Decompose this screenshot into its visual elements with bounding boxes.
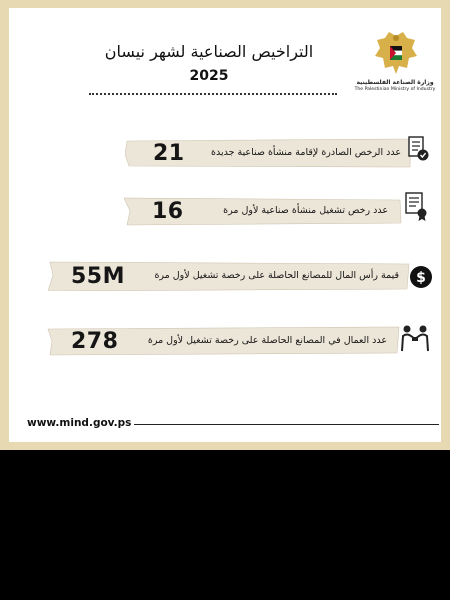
page-year: 2025	[189, 68, 229, 84]
stat-value: 16	[152, 199, 184, 224]
stat-label: عدد الرخص الصادرة لإقامة منشأة صناعية جديدة	[210, 147, 401, 158]
title-divider	[89, 93, 337, 95]
stat-value: 278	[71, 329, 119, 354]
footer-divider	[134, 424, 439, 425]
stat-label: عدد العمال في المصانع الحاصلة على رخصة تشغيل لأول مرة	[147, 335, 387, 346]
document-check-icon	[407, 136, 429, 162]
stat-operating-licenses	[124, 196, 402, 226]
stat-label: عدد رخص تشغيل منشأة صناعية لأول مرة	[223, 205, 388, 216]
stat-label: قيمة رأس المال للمصانع الحاصلة على رخصة تشغيل لأول مرة	[154, 270, 399, 281]
dollar-coin-icon	[409, 265, 433, 289]
stat-capital	[47, 261, 411, 291]
svg-text:$: $	[416, 270, 426, 286]
website-link[interactable]: www.mind.gov.ps	[27, 417, 132, 429]
certificate-icon	[403, 192, 429, 222]
ministry-name-arabic: وزارة الصناعة الفلسطينية	[356, 79, 434, 86]
handshake-icon	[400, 324, 430, 352]
page-title: التراخيص الصناعية لشهر نيسان	[104, 42, 314, 61]
stat-value: 21	[153, 141, 185, 166]
stat-new-licenses	[125, 138, 413, 168]
infographic-panel	[9, 8, 441, 442]
stat-workers	[47, 326, 401, 356]
stat-value: 55M	[71, 264, 126, 289]
ministry-name-english: The Palestinian Ministry of Industry	[354, 87, 436, 92]
palestine-eagle-emblem-icon	[371, 30, 421, 78]
